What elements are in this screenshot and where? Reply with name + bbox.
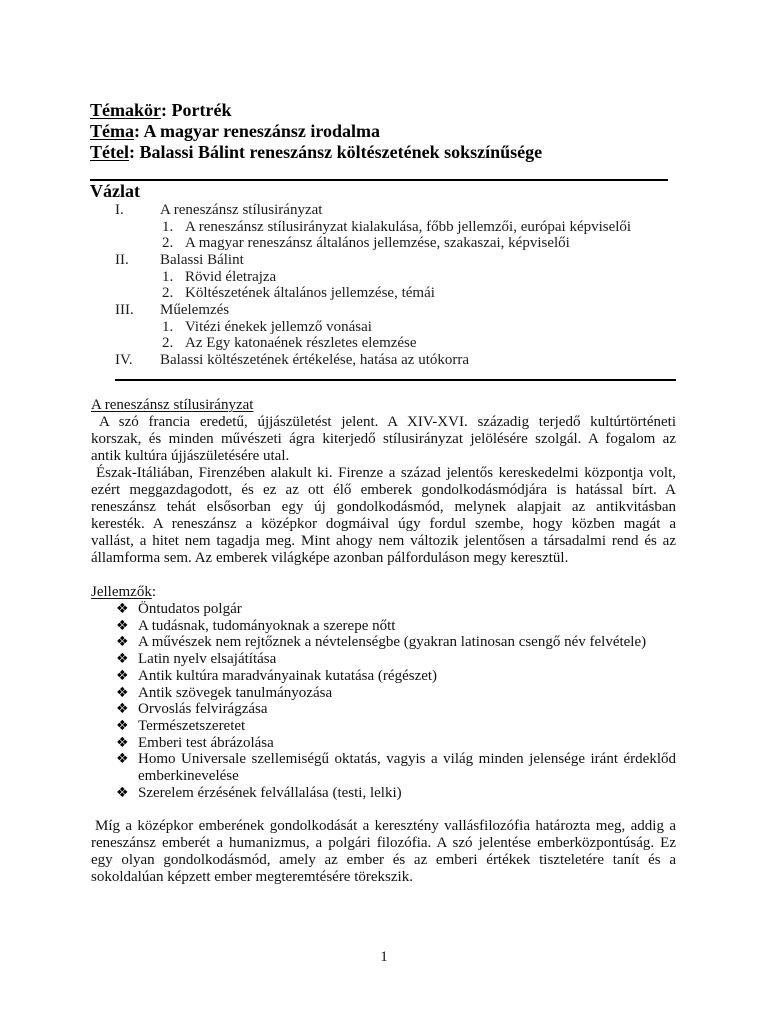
outline-section-title: Balassi költészetének értékelése, hatása az utókorra: [160, 351, 470, 368]
outline-item-number: 2.: [162, 235, 174, 252]
outline-item-number: 2.: [162, 335, 174, 352]
feature-item: [91, 634, 676, 651]
feature-item: [91, 685, 676, 702]
paragraph: [91, 414, 676, 465]
outline-item-text: Rövid életrajza: [185, 268, 277, 285]
feature-text: Antik szövegek tanulmányozása: [138, 684, 333, 701]
feature-text: Antik kultúra maradványainak kutatása (régészet): [138, 667, 438, 684]
outline-section-number: III.: [115, 301, 134, 318]
outline-item-row: [0, 285, 768, 302]
features-heading: [91, 584, 676, 601]
outline-item-text: Költészetének általános jellemzése, témái: [185, 285, 435, 302]
diamond-bullet-icon: ❖: [116, 684, 129, 701]
paragraph-line: antik kultúra újjászületésére utal.: [91, 448, 290, 464]
outline-section-row: [0, 252, 768, 269]
feature-text: Természetszeretet: [138, 717, 246, 734]
feature-text: A tudásnak, tudományoknak a szerepe nőtt: [138, 617, 396, 634]
outline-item-number: 2.: [162, 285, 174, 302]
header-label: Téma: [90, 121, 134, 141]
outline-section-number: IV.: [115, 351, 133, 368]
paragraph-line: ezért meggazdagodott, és ez az ott élő emberek gondolkodásmódjára is hatással bírt. A: [91, 482, 676, 498]
outline-section-title: A reneszánsz stílusirányzat: [160, 202, 323, 218]
header-divider: [90, 179, 668, 181]
paragraph-line: reneszánsz tehát elsősorban egy új gondolkodásmód, melynek alapjait az antikvitásban: [91, 499, 676, 515]
feature-item: [91, 601, 676, 618]
paragraph-line: államforma sem. Az emberek világképe azonban pálforduláson megy keresztül.: [91, 550, 569, 566]
paragraph-line: A szó francia eredetű, újjászületést jelent. A XIV-XVI. századig terjedő kultúrtörténeti: [99, 414, 676, 430]
feature-text: Orvoslás felvirágzása: [138, 701, 268, 718]
section-heading-text: A reneszánsz stílusirányzat: [91, 397, 254, 413]
outline-list: [0, 202, 768, 369]
feature-text: A művészek nem rejtőznek a névtelenségbe (gyakran latinosan csengő név felvétele): [138, 634, 647, 651]
diamond-bullet-icon: ❖: [116, 717, 129, 734]
blank-line: [91, 567, 676, 584]
feature-item: [91, 735, 676, 752]
header-block: [90, 100, 542, 163]
header-value: : A magyar reneszánsz irodalma: [134, 121, 380, 141]
paragraph-line: reneszánsz emberét a humanizmus, a polgári filozófia. A szó jelentése emberközpontúság. Ez: [91, 835, 676, 852]
feature-text: Latin nyelv elsajátítása: [138, 651, 277, 668]
outline-item-row: [0, 335, 768, 352]
header-label: Témakör: [90, 100, 161, 120]
paragraph-line: sokoldalúan képzett ember megteremtésére törekszik.: [91, 869, 413, 886]
feature-text: Szerelem érzésének felvállalása (testi, lelki): [138, 784, 402, 801]
outline-item-row: [0, 269, 768, 286]
feature-text: Emberi test ábrázolása: [138, 734, 274, 751]
paragraph: [91, 465, 676, 567]
outline-item-row: [0, 319, 768, 336]
outline-divider: [115, 379, 676, 381]
diamond-bullet-icon: ❖: [116, 601, 129, 617]
outline-item-row: [0, 235, 768, 252]
outline-title: Vázlat: [90, 181, 140, 201]
paragraph-line: Észak-Itáliában, Firenzében alakult ki. Firenze a század jelentős kereskedelmi központja volt,: [96, 465, 676, 481]
outline-item-text: A magyar reneszánsz általános jellemzése, szakaszai, képviselői: [185, 235, 570, 252]
paragraph-line: vallást, a hitet nem tagadja meg. Mint ahogy nem változik jelentősen a társadalmi rend és az: [91, 533, 676, 549]
diamond-bullet-icon: ❖: [116, 651, 129, 668]
outline-section-row: [0, 302, 768, 319]
diamond-bullet-icon: ❖: [116, 617, 129, 634]
header-line-theme: [90, 121, 542, 142]
feature-item: [91, 668, 676, 685]
diamond-bullet-icon: ❖: [116, 751, 129, 768]
outline-section-number: I.: [115, 202, 124, 218]
diamond-bullet-icon: ❖: [116, 634, 129, 651]
feature-item: [91, 701, 676, 718]
outline-section-title: Műelemzés: [160, 301, 230, 318]
feature-list: [91, 601, 676, 801]
feature-item: [91, 751, 676, 784]
outline-item-number: 1.: [162, 218, 174, 235]
feature-text: Homo Universale szellemiségű oktatás, vagyis a világ minden jelensége iránt érdeklőd emberkinevelése: [138, 751, 676, 785]
diamond-bullet-icon: ❖: [116, 667, 129, 684]
features-colon: :: [151, 584, 156, 600]
page-number: 1: [380, 949, 388, 965]
features-label: Jellemzők: [91, 584, 152, 600]
diamond-bullet-icon: ❖: [116, 734, 129, 751]
header-label: Tétel: [90, 142, 129, 162]
diamond-bullet-icon: ❖: [116, 784, 129, 801]
outline-item-row: [0, 219, 768, 236]
header-value: : Portrék: [161, 100, 232, 120]
paragraph-line: Míg a középkor emberének gondolkodását a keresztény vallásfilozófia határozta meg, addig a: [95, 818, 676, 835]
feature-item: [91, 651, 676, 668]
outline-item-text: A reneszánsz stílusirányzat kialakulása, főbb jellemzői, európai képviselői: [185, 218, 632, 235]
outline-section-row: [0, 352, 768, 369]
paragraph-line: korszak, és minden művészeti ágra kiterjedő stílusirányzat jelölésére szolgál. A fogalom az: [91, 431, 676, 447]
outline-section-title: Balassi Bálint: [160, 251, 244, 268]
section-heading: [91, 397, 676, 414]
blank-line: [91, 801, 676, 818]
header-value: : Balassi Bálint reneszánsz költészetének sokszínűsége: [128, 142, 543, 162]
section-body: [91, 397, 676, 886]
feature-item: [91, 785, 676, 802]
feature-item: [91, 618, 676, 635]
outline-item-text: Az Egy katonaének részletes elemzése: [185, 335, 417, 352]
outline-section-row: [0, 202, 768, 219]
outline-item-number: 1.: [162, 268, 174, 285]
outline-item-text: Vitézi énekek jellemző vonásai: [185, 318, 372, 335]
outline-section-number: II.: [115, 251, 129, 268]
feature-text: Öntudatos polgár: [138, 601, 242, 617]
header-line-thesis: [90, 142, 542, 163]
diamond-bullet-icon: ❖: [116, 701, 129, 718]
paragraph: [91, 818, 676, 886]
paragraph-line: keresték. A reneszánsz a középkor dogmáival úgy fordul szembe, hogy közben magát a: [91, 516, 676, 532]
feature-item: [91, 718, 676, 735]
outline-item-number: 1.: [162, 318, 174, 335]
header-line-topic: [90, 100, 542, 121]
paragraph-line: egy olyan gondolkodásmód, amely az ember és az emberi értékek tiszteletére tanít és a: [91, 852, 676, 869]
